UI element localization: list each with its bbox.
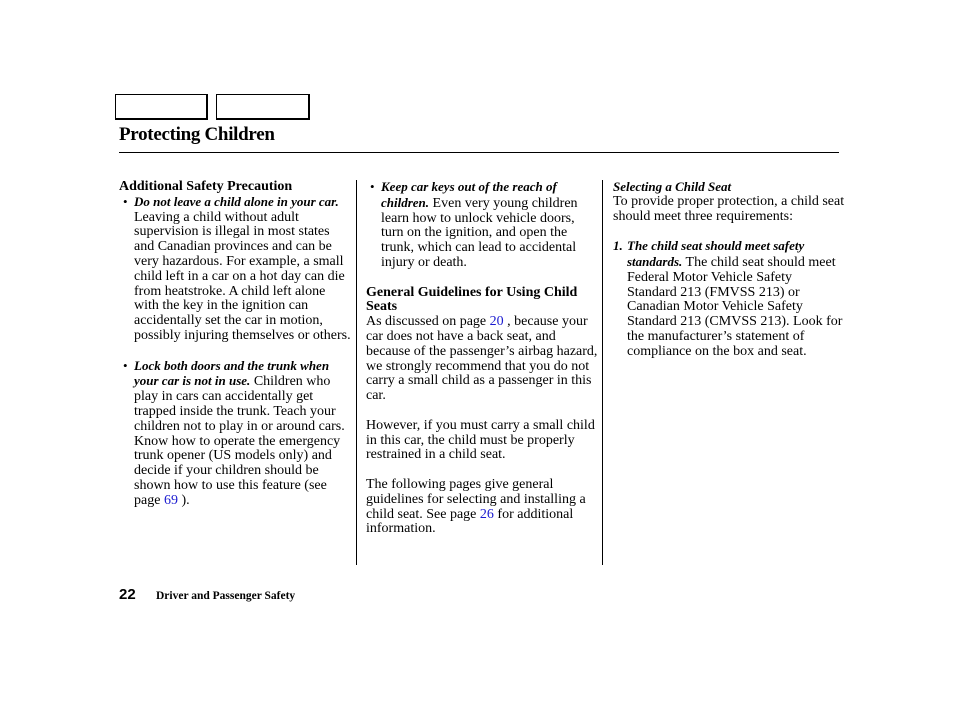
section-heading: General Guidelines for Using Child Seats: [366, 284, 578, 315]
bullet-text-tail: ).: [177, 492, 190, 508]
column-divider: [602, 180, 603, 565]
paragraph-text: The following pages give general guidelines for selecting and installing a child seat. See page: [366, 476, 586, 522]
item-number: 1.: [613, 238, 623, 254]
page-number: 22: [119, 586, 136, 603]
paragraph: [366, 478, 598, 537]
bullet-item: [366, 180, 598, 271]
item-lead: The child seat should meet safety standards.: [627, 238, 805, 269]
bullet-text: Leaving a child without adult supervision is illegal in most states and Canadian provinces and can be very hazardous. For example, a small child left in a car on a hot day can die from heatstroke. A child left alone with the key in the ignition can accidentally set the car in motion, possibly injuring themselves or others.: [134, 209, 351, 343]
paragraph-text: , because your car does not have a back seat, and because of the passenger’s airbag hazard, we strongly recommend that you do not carry a small child as a passenger in this car.: [366, 314, 598, 404]
paragraph: [366, 315, 598, 404]
section-heading: Additional Safety Precaution: [119, 179, 293, 194]
bullet-icon: •: [370, 179, 375, 194]
column-divider: [356, 180, 357, 565]
bullet-lead: Keep car keys out of the reach of children.: [381, 179, 557, 210]
bullet-item: [119, 195, 351, 344]
column-1: [119, 180, 351, 509]
page-title: Protecting Children: [119, 124, 275, 145]
section-heading: Selecting a Child Seat: [613, 179, 732, 194]
bullet-text: Children who play in cars can accidentally get trapped inside the trunk. Teach your children not to play in or around cars. Know how to operate the emergency trunk opener (US models only) and decide if your children should be shown how to use this feature (see page: [134, 374, 345, 508]
numbered-item: [613, 239, 845, 359]
column-2: [366, 180, 598, 537]
title-rule: [119, 152, 839, 153]
section-name: Driver and Passenger Safety: [156, 590, 296, 602]
nav-button-next[interactable]: [216, 94, 310, 120]
bullet-lead: Do not leave a child alone in your car.: [134, 193, 339, 209]
page-link-26[interactable]: 26: [479, 506, 494, 522]
paragraph-text: for additional information.: [366, 506, 574, 537]
paragraph: To provide proper protection, a child seat should meet three requirements:: [613, 193, 845, 224]
bullet-item: [119, 359, 351, 509]
column-3: [613, 180, 845, 360]
bullet-lead: Lock both doors and the trunk when your car is not in use.: [134, 357, 330, 389]
nav-button-previous[interactable]: [115, 94, 208, 120]
bullet-icon: •: [123, 357, 128, 373]
page-link-69[interactable]: 69: [163, 492, 178, 508]
paragraph: However, if you must carry a small child in this car, the child must be properly restrained in a child seat.: [366, 417, 595, 463]
page-link-20[interactable]: 20: [489, 314, 504, 330]
paragraph-text: As discussed on page: [366, 314, 490, 330]
bullet-text: Even very young children learn how to unlock vehicle doors, turn on the ignition, and open the trunk, which can lead to accidental injury or death.: [381, 195, 578, 270]
bullet-icon: •: [123, 193, 128, 209]
item-text: The child seat should meet Federal Motor Vehicle Safety Standard 213 (FMVSS 213) or Canadian Motor Vehicle Safety Standard 213 (CMVSS 213). Look for the manufacturer’s statement of compliance on the box and seat.: [627, 254, 843, 359]
